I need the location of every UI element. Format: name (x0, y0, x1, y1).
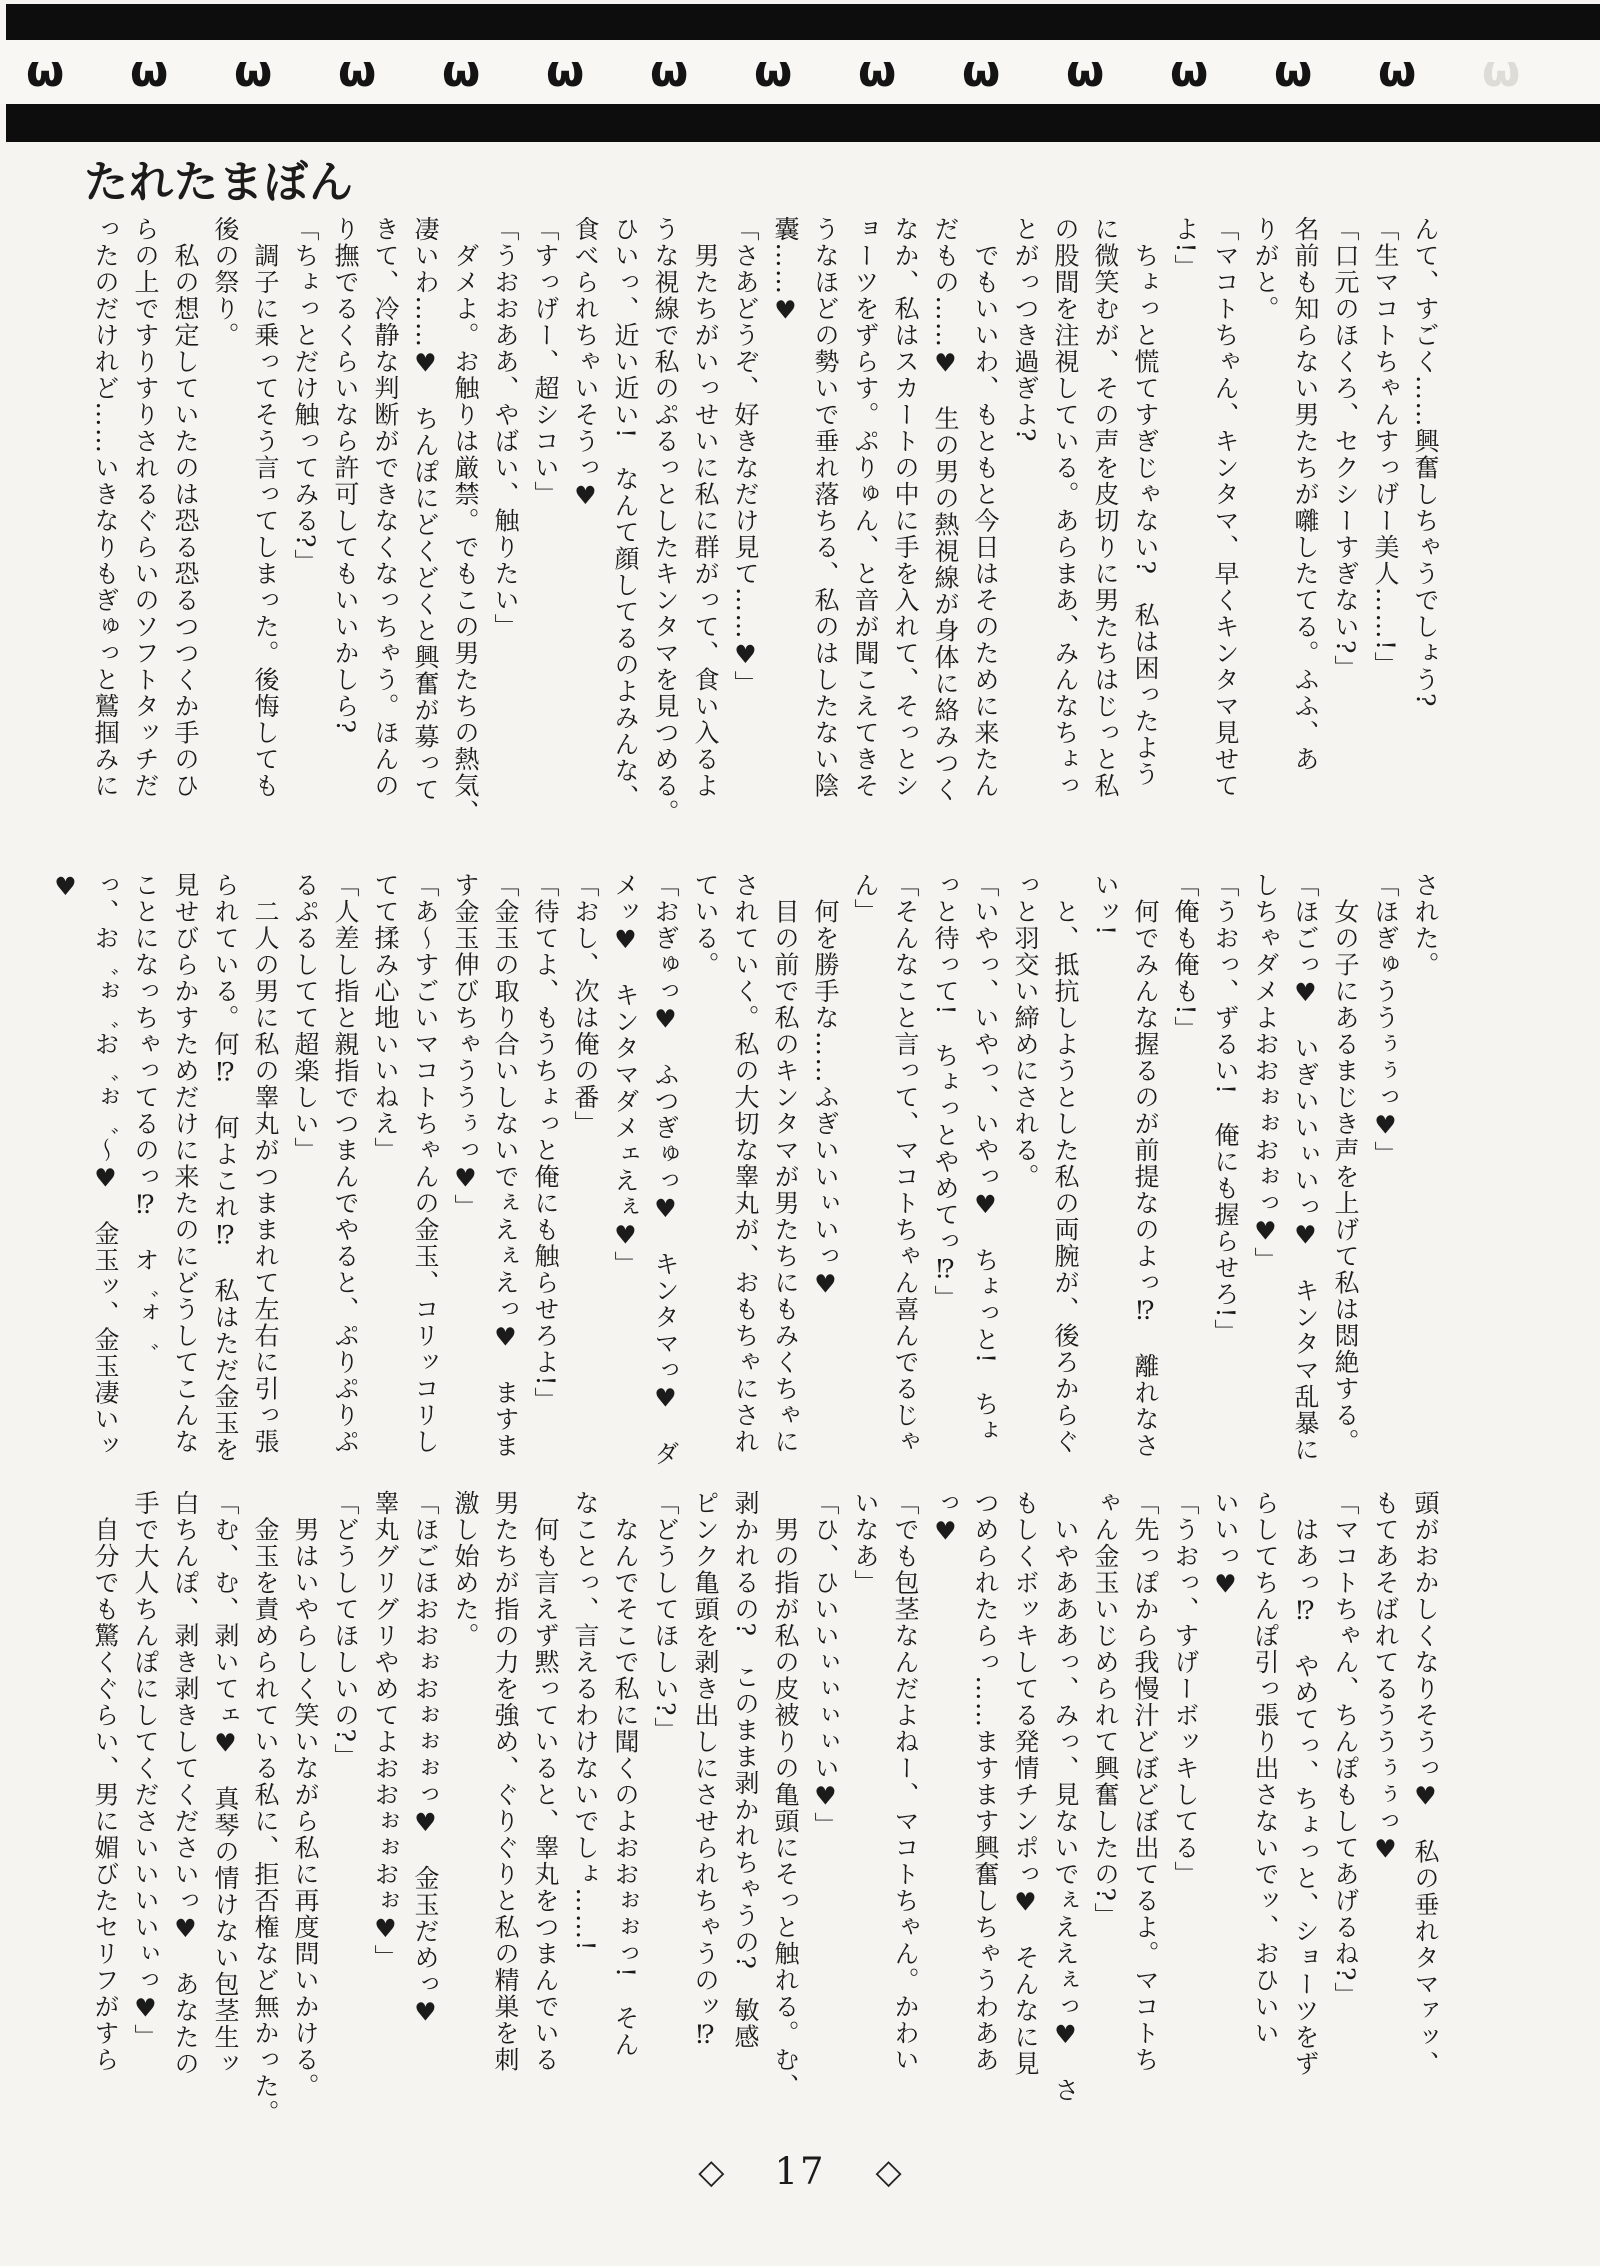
text-column: るぷるしてて超楽しい」 (291, 872, 320, 1164)
text-column: 「待てよ、もうちょっと俺にも触らせろよ!」 (531, 872, 560, 1414)
text-column: されていく。私の大切な睾丸が、おもちゃにされ (731, 872, 760, 1455)
text-column: っと羽交い締めにされる。 (1011, 872, 1040, 1190)
text-column: ちょっと慌てすぎじゃない? 私は困ったよう (1131, 216, 1160, 788)
omega-icon: ω (234, 46, 273, 97)
border-bar-bottom (6, 104, 1600, 142)
omega-icon: ω (962, 46, 1001, 97)
text-column: ったのだけれど……いきなりもぎゅっと鷲掴みに (91, 216, 120, 799)
omega-icon: ω (754, 46, 793, 97)
text-column: 何を勝手な……ふぎいいぃいっ♥ (811, 872, 840, 1300)
text-column: いやあああっ、みっ、見ないでぇええぇっ♥ さ (1051, 1490, 1080, 2104)
text-column: す金玉伸びちゃううぅっ♥」 (451, 872, 480, 1221)
text-column: 「うおっ、ずるい! 俺にも握らせろ!」 (1211, 872, 1240, 1346)
text-column: とがっつき過ぎよ? (1011, 216, 1040, 443)
text-column: なことっ、言えるわけないでしょ……! (571, 1490, 600, 1953)
text-column: うな視線で私のぷるっとしたキンタマを見つめる。 (651, 216, 680, 826)
text-column: 「金玉の取り合いしないでぇえぇえっ♥ ますま (491, 872, 520, 1459)
omega-icon: ω (858, 46, 897, 97)
omega-border (0, 40, 1600, 104)
text-column: ピンク亀頭を剥き出しにさせられちゃうのッ⁉ (691, 1490, 720, 2051)
text-column: っと待って! ちょっとやめてっ⁉」 (931, 872, 960, 1312)
text-band-middle (51, 872, 1445, 1484)
text-column: 男たちがいっせいに私に群がって、食い入るよ (691, 216, 720, 799)
text-column: 男の指が私の皮被りの亀頭にそっと触れる。む、 (771, 1490, 800, 2100)
text-column: 女の子にあるまじき声を上げて私は悶絶する。 (1331, 872, 1360, 1455)
text-column: つめられたらっ……ますます興奮しちゃうわああ (971, 1490, 1000, 2073)
text-column: 白ちんぽ、剥き剥きしてくださいっ♥ あなたの (171, 1490, 200, 2077)
omega-icon: ω (1066, 46, 1105, 97)
text-column: 「そんなこと言って、マコトちゃん喜んでるじゃ (891, 872, 920, 1455)
text-column: はあっ⁉ やめてっ、ちょっと、ショーツをず (1291, 1490, 1320, 2077)
text-column: もしくボッキしてる発情チンポっ♥ そんなに見 (1011, 1490, 1040, 2077)
omega-icon: ω (130, 46, 169, 97)
diamond-left-icon: ◇ (698, 2151, 725, 2192)
text-column: 頭がおかしくなりそうっ♥ 私の垂れタマァッ、 (1411, 1490, 1440, 2077)
diamond-right-icon: ◇ (875, 2151, 902, 2192)
text-column: よ!」 (1171, 216, 1200, 281)
text-column: 「人差し指と親指でつまんでやると、ぷりぷりぷ (331, 872, 360, 1455)
text-column: 「ほごっ♥ いぎいいぃいっ♥ キンタマ乱暴に (1291, 872, 1320, 1463)
text-column: 何も言えず黙っていると、睾丸をつまんでいる (531, 1490, 560, 2073)
omega-icon: ω (546, 46, 585, 97)
text-column: された。 (1411, 872, 1440, 978)
text-column: もてあそばれてるううぅぅっ♥ (1371, 1490, 1400, 1865)
text-column: り撫でるくらいなら許可してもいいかしら? (331, 216, 360, 735)
text-band-top (73, 216, 1445, 864)
text-column: んて、すごく……興奮しちゃうでしょう? (1411, 216, 1440, 708)
text-column: 調子に乗ってそう言ってしまった。後悔しても (251, 216, 280, 799)
text-column: 囊……♥ (771, 216, 800, 326)
border-bar-top (6, 4, 1600, 40)
text-column: 睾丸グリグリやめてよおおぉぉおぉ♥」 (371, 1490, 400, 1971)
text-column: 自分でも驚くぐらい、男に媚びたセリフがすら (91, 1490, 120, 2073)
text-column: 男たちが指の力を強め、ぐりぐりと私の精巣を刺 (491, 1490, 520, 2073)
text-band-bottom (73, 1490, 1445, 2138)
text-column: いなあ」 (851, 1490, 880, 1596)
text-column: の股間を注視している。あらまあ、みんなちょっ (1051, 216, 1080, 799)
text-column: りがと。 (1251, 216, 1280, 322)
text-column: 「口元のほくろ、セクシーすぎない?」 (1331, 216, 1360, 682)
text-column: 「おぎゅっ♥ ふつぎゅっ♥ キンタマっ♥ ダ (651, 872, 680, 1467)
text-column: 「ひ、ひいいぃぃぃぃい♥」 (811, 1490, 840, 1839)
page-title: たれたまぼん (84, 157, 354, 208)
text-column: らの上ですりすりされるぐらいのソフトタッチだ (131, 216, 160, 799)
text-column: 名前も知らない男たちが囃したてる。ふふ、あ (1291, 216, 1320, 773)
omega-icon: ω (1274, 46, 1313, 97)
text-column: 「うおっ、すげーボッキしてる」 (1171, 1490, 1200, 1888)
text-column: らしてちんぽ引っ張り出さないでッ、おひいい (1251, 1490, 1280, 2047)
text-column: 剥かれるの? このまま剥かれちゃうの? 敏感 (731, 1490, 760, 2050)
omega-icon: ω (442, 46, 481, 97)
omega-icon: ω (650, 46, 689, 97)
text-column: 「マコトちゃん、キンタマ、早くキンタマ見せて (1211, 216, 1240, 799)
text-column: ひいっ、近い近い! なんて顔してるのよみんな、 (611, 216, 640, 811)
text-column: 「どうしてほしい?」 (651, 1490, 680, 1744)
text-column: 食べられちゃいそうっ♥ (571, 216, 600, 512)
text-column: 見せびらかすためだけに来たのにどうしてこんな (171, 872, 200, 1455)
text-column: ゃん金玉いじめられて興奮したの?」 (1091, 1490, 1120, 1929)
text-column: いいっ♥ (1211, 1490, 1240, 1600)
text-column: なんでそこで私に聞くのよおおぉぉっ! そん (611, 1490, 640, 2059)
omega-icon: ω (1170, 46, 1209, 97)
text-column: に微笑むが、その声を皮切りに男たちはじっと私 (1091, 216, 1120, 799)
text-column: 「先っぽから我慢汁どぼどぼ出てるよ。マコトち (1131, 1490, 1160, 2073)
text-column: 「俺も俺も!」 (1171, 872, 1200, 1043)
text-column: うなほどの勢いで垂れ落ちる、私のはしたない陰 (811, 216, 840, 799)
text-column: 「すっげー、超シコい」 (531, 216, 560, 508)
text-column: っ♥ (931, 1490, 960, 1547)
page-footer (0, 2150, 1600, 2193)
text-column: 「おし、次は俺の番」 (571, 872, 600, 1137)
text-column: ョーツをずらす。ぷりゅん、と音が聞こえてきそ (851, 216, 880, 799)
text-column: 後の祭り。 (211, 216, 240, 349)
text-column: っ、お゛ぉ゛お゛ぉ゛〜♥ 金玉ッ、金玉凄いッ♥ (51, 872, 120, 1459)
text-column: 「どうしてほしいの?」 (331, 1490, 360, 1770)
text-column: 「ちょっとだけ触ってみる?」 (291, 216, 320, 576)
text-column: きて、冷静な判断ができなくなっちゃう。ほんの (371, 216, 400, 799)
text-column: 「む、む、剥いてェ♥ 真琴の情けない包茎生ッ (211, 1490, 240, 2077)
omega-faint-icon: ω (1482, 46, 1521, 97)
text-column: ている。 (691, 872, 720, 978)
text-column: と、抵抗しようとした私の両腕が、後ろからぐ (1051, 872, 1080, 1455)
omega-icon: ω (338, 46, 377, 97)
text-column: しちゃダメよおおぉぉおぉっ♥」 (1251, 872, 1280, 1274)
text-column: ダメよ。お触りは厳禁。でもこの男たちの熱気、 (451, 216, 480, 826)
text-column: 何でみんな握るのが前提なのよっ⁉ 離れなさ (1131, 872, 1160, 1459)
text-column: 「マコトちゃん、ちんぽもしてあげるね?」 (1331, 1490, 1360, 2009)
page-header (0, 4, 1600, 142)
text-column: 私の想定していたのは恐る恐るつつくか手のひ (171, 216, 200, 799)
text-column: 「でも包茎なんだよねー、マコトちゃん。かわい (891, 1490, 920, 2073)
text-column: 「うおおああ、やばい、触りたい」 (491, 216, 520, 640)
text-column: メッ♥ キンタマダメェえぇ♥」 (611, 872, 640, 1278)
text-column: 「あ〜すごいマコトちゃんの金玉、コリッコリし (411, 872, 440, 1455)
text-column: 「生マコトちゃんすっげー美人……!」 (1371, 216, 1400, 679)
text-column: 「いやっ、いやっ、いやっ♥ ちょっと! ちょ (971, 872, 1000, 1445)
text-column: 二人の男に私の睾丸がつままれて左右に引っ張 (251, 872, 280, 1455)
text-column: 「ほぎゅううぅぅっ♥」 (1371, 872, 1400, 1168)
text-column: てて揉み心地いいねえ」 (371, 872, 400, 1164)
omega-icon: ω (26, 46, 65, 97)
text-column: 「さあどうぞ、好きなだけ見て……♥」 (731, 216, 760, 697)
text-column: 激し始めた。 (451, 1490, 480, 1649)
text-column: ことになっちゃってるのっ⁉ オ゛ォ゛ (131, 872, 160, 1353)
text-column: なか、私はスカートの中に手を入れて、そっとシ (891, 216, 920, 799)
text-column: 目の前で私のキンタマが男たちにもみくちゃに (771, 872, 800, 1455)
text-column: 男はいやらしく笑いながら私に再度問いかける。 (291, 1490, 320, 2100)
text-column: 「ほごほおおぉおぉぉぉっ♥ 金玉だめっ♥ (411, 1490, 440, 2028)
text-column: だもの……♥ 生の男の熱視線が身体に絡みつく (931, 216, 960, 803)
text-column: 凄いわ……♥ ちんぽにどくどくと興奮が募って (411, 216, 440, 803)
text-column: ん」 (851, 872, 880, 925)
text-column: 金玉を責められている私に、拒否権など無かった。 (251, 1490, 280, 2126)
text-column: られている。何⁉ 何よこれ⁉ 私はただ金玉を (211, 872, 240, 1463)
text-column: 手で大人ちんぽにしてくださいいいいぃっ♥」 (131, 1490, 160, 2051)
omega-icon: ω (1378, 46, 1417, 97)
text-column: いッ! (1091, 872, 1120, 937)
text-column: でもいいわ、もともと今日はそのために来たん (971, 216, 1000, 799)
page-number: 17 (774, 2150, 826, 2193)
